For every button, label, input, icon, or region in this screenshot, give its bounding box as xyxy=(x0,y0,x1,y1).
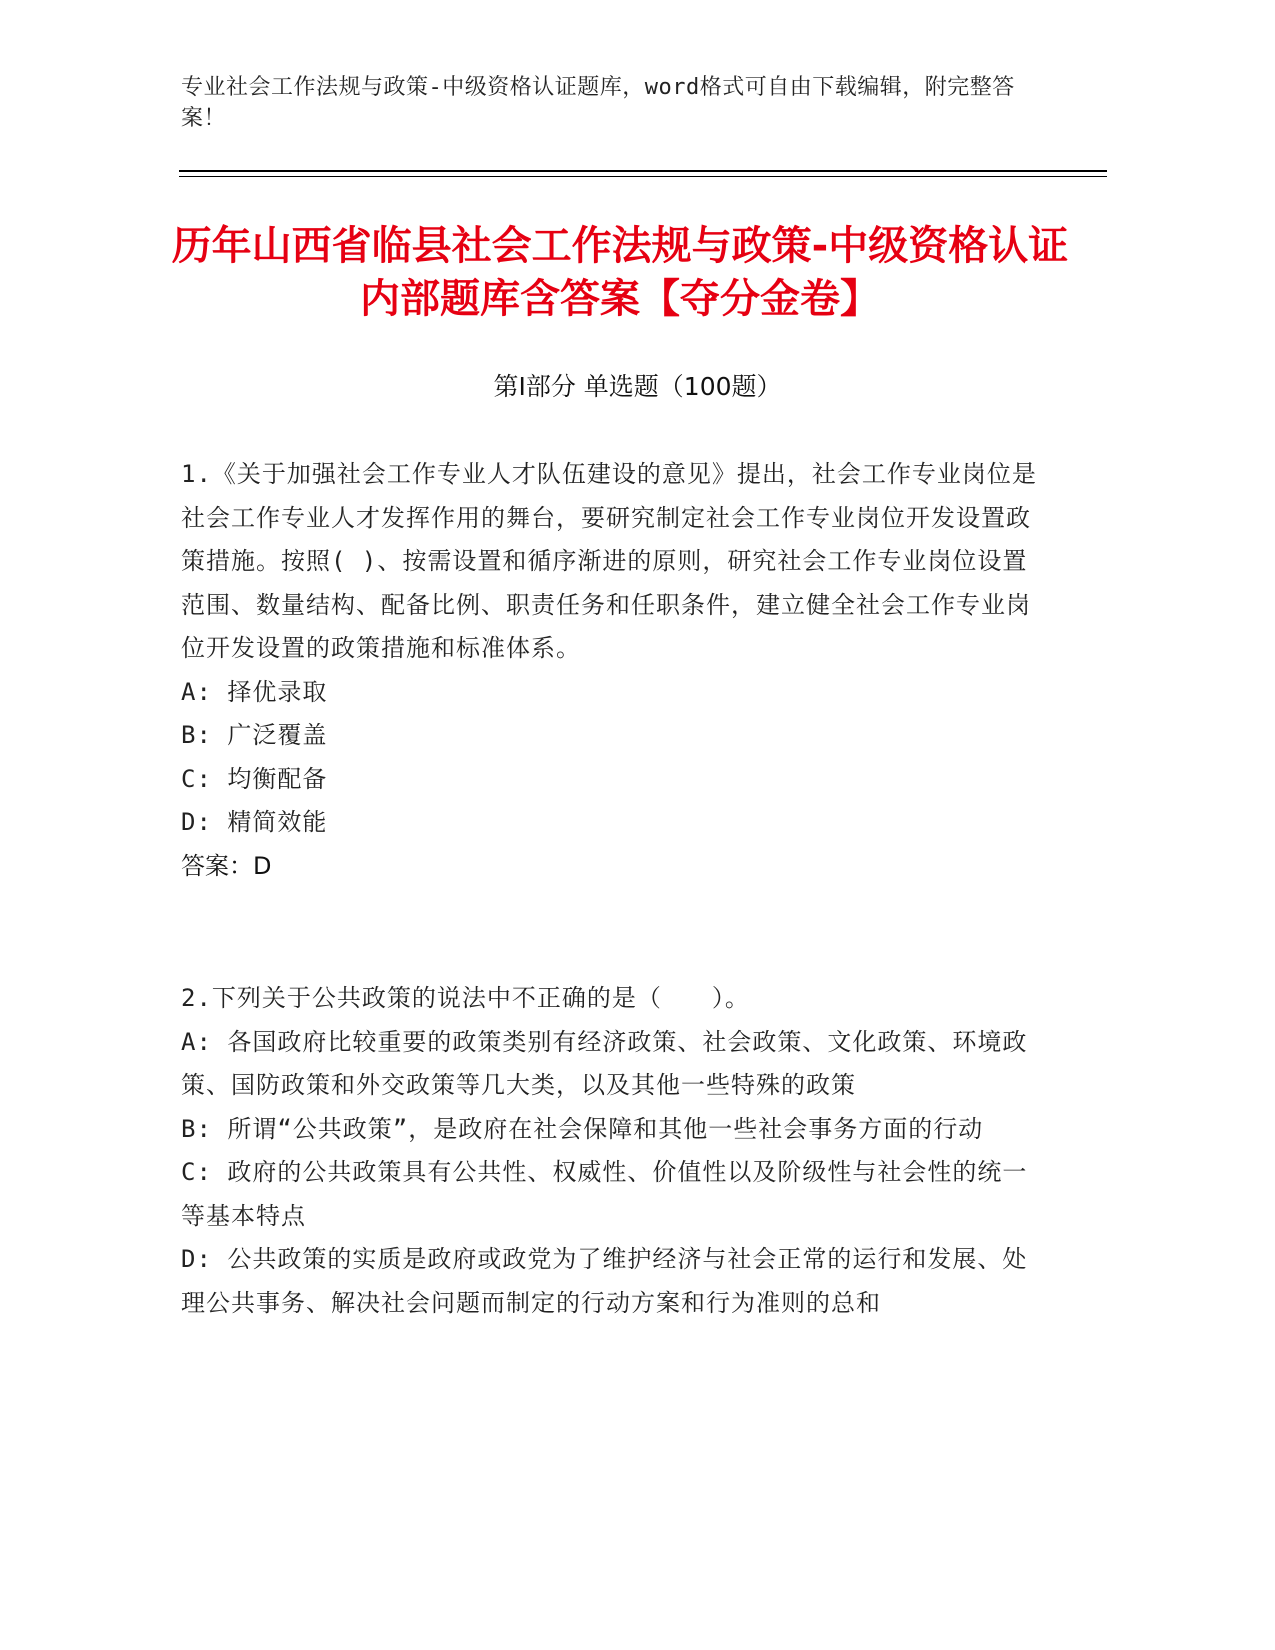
question-1-option-d: D: 精简效能 xyxy=(181,808,328,836)
question-2-option-a: A: 各国政府比较重要的政策类别有经济政策、社会政策、文化政策、环境政策、国防政策和外交政策等几大类，以及其他一些特殊的政策 xyxy=(181,1027,1028,1099)
question-2-stem: 2.下列关于公共政策的说法中不正确的是（ ）。 xyxy=(181,984,750,1012)
section-title: 第I部分 单选题（100题） xyxy=(493,372,782,401)
question-1-option-b: B: 广泛覆盖 xyxy=(181,721,328,749)
document-title: 历年山西省临县社会工作法规与政策-中级资格认证内部题库含答案【夺分金卷】 xyxy=(171,223,1069,322)
question-1-answer: 答案：D xyxy=(181,851,272,880)
question-2-option-b: B: 所谓“公共政策”，是政府在社会保障和其他一些社会事务方面的行动 xyxy=(181,1114,984,1143)
question-1-option-a: A: 择优录取 xyxy=(181,677,328,706)
question-1-stem: 1.《关于加强社会工作专业人才队伍建设的意见》提出，社会工作专业岗位是社会工作专业人才发挥作用的舞台，要研究制定社会工作专业岗位开发设置政策措施。按照( )、按需设置和循序渐进的原则，研究社会工作专业岗位设置范围、数量结构、配备比例、职责任务和任职条件，建立健全社会工作专业岗位开发设置的政策措施和标准体系。 xyxy=(181,460,1037,662)
question-2 xyxy=(181,977,1041,1325)
header-note: 专业社会工作法规与政策-中级资格认证题库，word格式可自由下载编辑，附完整答案！ xyxy=(181,75,1015,131)
question-2-option-d: D: 公共政策的实质是政府或政党为了维护经济与社会正常的运行和发展、处理公共事务、解决社会问题而制定的行动方案和行为准则的总和 xyxy=(181,1245,1028,1317)
question-2-option-c: C: 政府的公共政策具有公共性、权威性、价值性以及阶级性与社会性的统一等基本特点 xyxy=(181,1158,1028,1230)
header-divider-thin xyxy=(179,176,1107,177)
header-divider-thick xyxy=(179,170,1107,172)
question-1 xyxy=(181,453,1041,888)
question-1-option-c: C: 均衡配备 xyxy=(181,764,328,793)
